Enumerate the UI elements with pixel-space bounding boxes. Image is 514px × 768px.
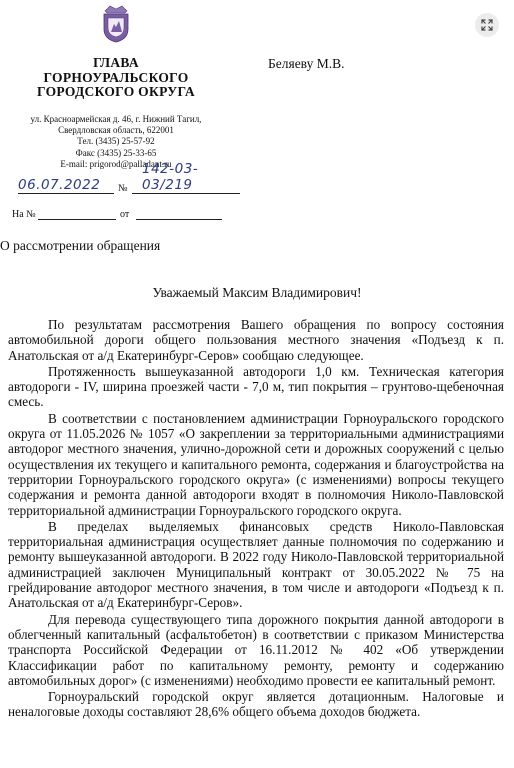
- paragraph-4: В пределах выделяемых финансовых средств Николо-Павловская территориальная администрация осуществляет данные полномочия по содержанию и ремонту вышеуказанной автодороги. В 2022 году Николо-Павловской территориальной администрацией заключен Муниципальный контракт от 30.05.2022 № 75 на грейдирование автодорог местного значения, в том числе и автодороги «Подъезд к п. Анатольская от а/д Екатеринбург-Серов».: [8, 518, 504, 611]
- paragraph-3: В соответствии с постановлением администрации Горноуральского городского округа от 11.05.2026 № 1057 «О закреплении за территориальными администрациями автодорог местного значения, улично-дорожной сети и дорожных сооружений с целью осуществления их текущего и капитального ремонта, содержания и благоустройства на территории Горноуральского городского округа» (с изменениями) вопросы текущего содержания и ремонта данной автодороги входят в полномочия Николо-Павловской территориальной администрации Горноуральского городского округа.: [8, 410, 504, 518]
- registration-no-label: №: [118, 183, 128, 194]
- letter-greeting: Уважаемый Максим Владимирович!: [152, 285, 362, 300]
- registration-number: 142-03-03/219: [142, 161, 199, 193]
- addressee: Беляеву М.В.: [268, 56, 345, 71]
- paragraph-1: По результатам рассмотрения Вашего обращения по вопросу состояния автомобильной дороги общего пользования местного значения «Подъезд к п. Анатольская от а/д Екатеринбург-Серов» сообщаю следующее.: [8, 317, 504, 363]
- expand-icon: [481, 19, 493, 31]
- expand-button[interactable]: [475, 13, 499, 37]
- reply-from-blank: [136, 219, 222, 220]
- paragraph-2: Протяженность вышеуказанной автодороги 1,0 км. Техническая категория автодороги - IV, ширина проезжей части - 7,0 м, тип покрытия – грунтово-щебеночная смесь.: [8, 363, 504, 410]
- number-underline: [132, 193, 240, 194]
- letter-body: [8, 317, 504, 720]
- letter-subject: О рассмотрении обращения: [0, 238, 161, 253]
- address-fax: Факс (3435) 25-33-65: [75, 147, 157, 158]
- org-line-3: ГОРОДСКОГО ОКРУГА: [37, 84, 195, 99]
- reply-from-label: от: [120, 209, 130, 220]
- registration-date: 06.07.2022: [18, 177, 101, 193]
- reply-no-blank: [38, 219, 116, 220]
- address-email: E-mail: prigorod@palladant.ru: [60, 158, 172, 169]
- reply-reference-line: [12, 207, 222, 221]
- paragraph-6: Горноуральский городской округ является дотационным. Налоговые и неналоговые доходы составляют 28,6% общего объема доходов бюджета.: [8, 689, 504, 720]
- organization-heading: [0, 56, 232, 100]
- address-line-2: Свердловская область, 622001: [58, 125, 174, 136]
- org-line-1: ГЛАВА: [93, 55, 139, 70]
- org-line-2: ГОРНОУРАЛЬСКОГО: [43, 69, 189, 85]
- address-phone: Тел. (3435) 25-57-92: [77, 136, 155, 147]
- date-underline: [18, 193, 114, 194]
- reply-no-label: На №: [12, 209, 36, 220]
- paragraph-5: Для перевода существующего типа дорожного покрытия данной автодороги в облегченный капитальный (асфальтобетон) в соответствии с приказом Министерства транспорта Российской Федерации от 16.11.2012 № 402 «Об утверждении Классификации работ по капитальному ремонту, ремонту и содержанию автомобильных дорог» (с изменениями) необходимо провести ее капитальный ремонт.: [8, 611, 504, 688]
- coat-of-arms-icon: [101, 5, 131, 43]
- address-line-1: ул. Красноармейская д. 46, г. Нижний Тагил,: [30, 114, 202, 124]
